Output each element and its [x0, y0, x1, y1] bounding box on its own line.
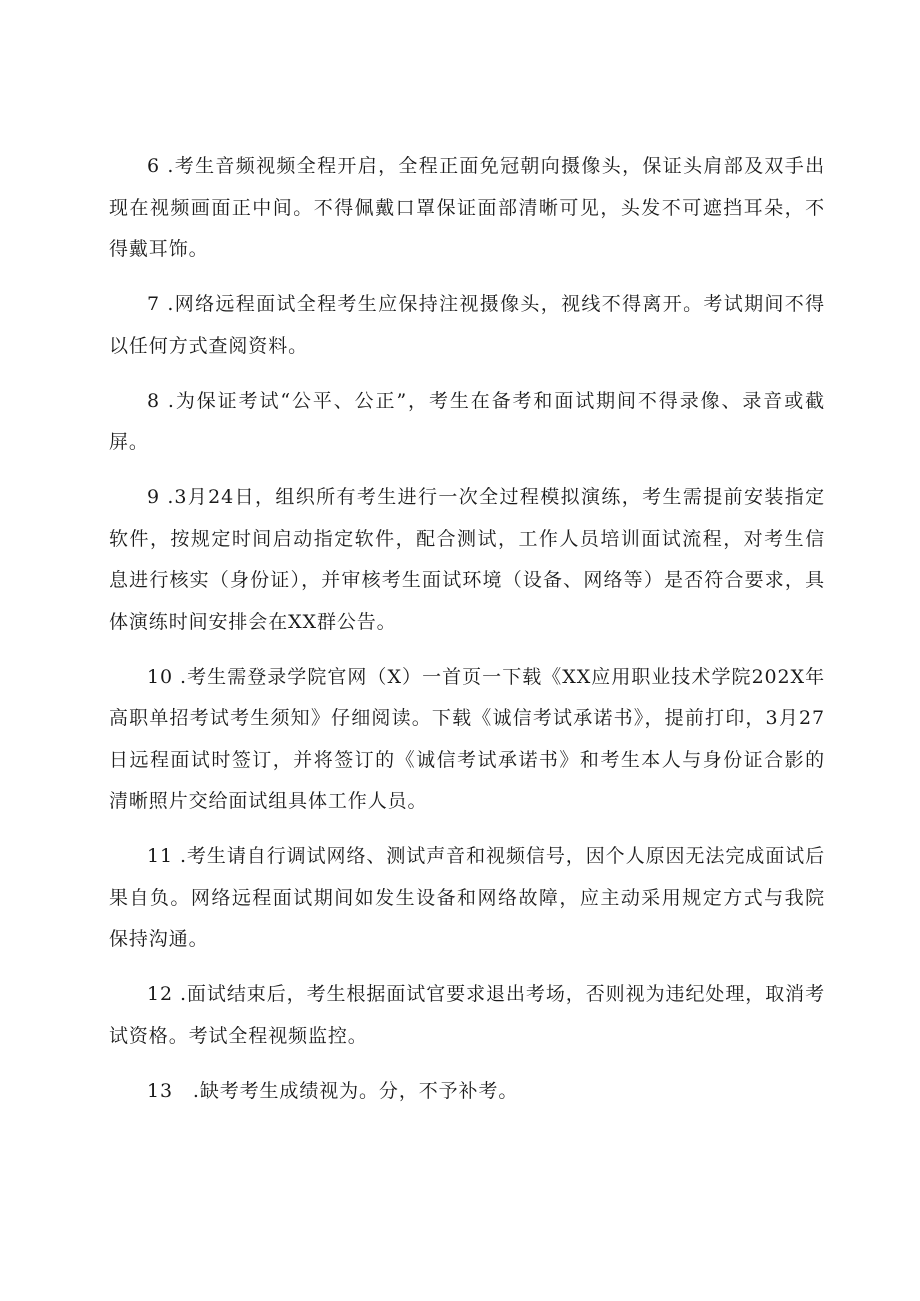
paragraph-item-13: 13 .缺考考生成绩视为。分，不予补考。: [147, 1079, 519, 1102]
paragraph-item-10: 10 .考生需登录学院官网（X）一首页一下载《XX应用职业技术学院202X年高职单招考试考生须知》仔细阅读。下载《诚信考试承诺书》，提前打印，3月27日远程面试时签订，并将签订的《诚信考试承诺书》和考生本人与身份证合影的清晰照片交给面试组具体工作人员。: [109, 665, 825, 812]
paragraph-item-7: 7 .网络远程面试全程考生应保持注视摄像头，视线不得离开。考试期间不得以任何方式查阅资料。: [109, 293, 825, 357]
paragraph-item-8: 8 .为保证考试“公平、公正”，考生在备考和面试期间不得录像、录音或截屏。: [109, 389, 825, 453]
paragraph-item-12: 12 .面试结束后，考生根据面试官要求退出考场，否则视为违纪处理，取消考试资格。考试全程视频监控。: [109, 983, 825, 1047]
paragraph-item-9: 9 .3月24日，组织所有考生进行一次全过程模拟演练，考生需提前安装指定软件，按规定时间启动指定软件，配合测试，工作人员培训面试流程，对考生信息进行核实（身份证），并审核考生面试环境（设备、网络等）是否符合要求，具体演练时间安排会在XX群公告。: [109, 486, 825, 633]
document-body: [109, 146, 825, 1126]
paragraph-item-11: 11 .考生请自行调试网络、测试声音和视频信号，因个人原因无法完成面试后果自负。网络远程面试期间如发生设备和网络故障，应主动采用规定方式与我院保持沟通。: [109, 845, 825, 950]
paragraph-item-6: 6 .考生音频视频全程开启，全程正面免冠朝向摄像头，保证头肩部及双手出现在视频画面正中间。不得佩戴口罩保证面部清晰可见，头发不可遮挡耳朵，不得戴耳饰。: [109, 155, 825, 260]
